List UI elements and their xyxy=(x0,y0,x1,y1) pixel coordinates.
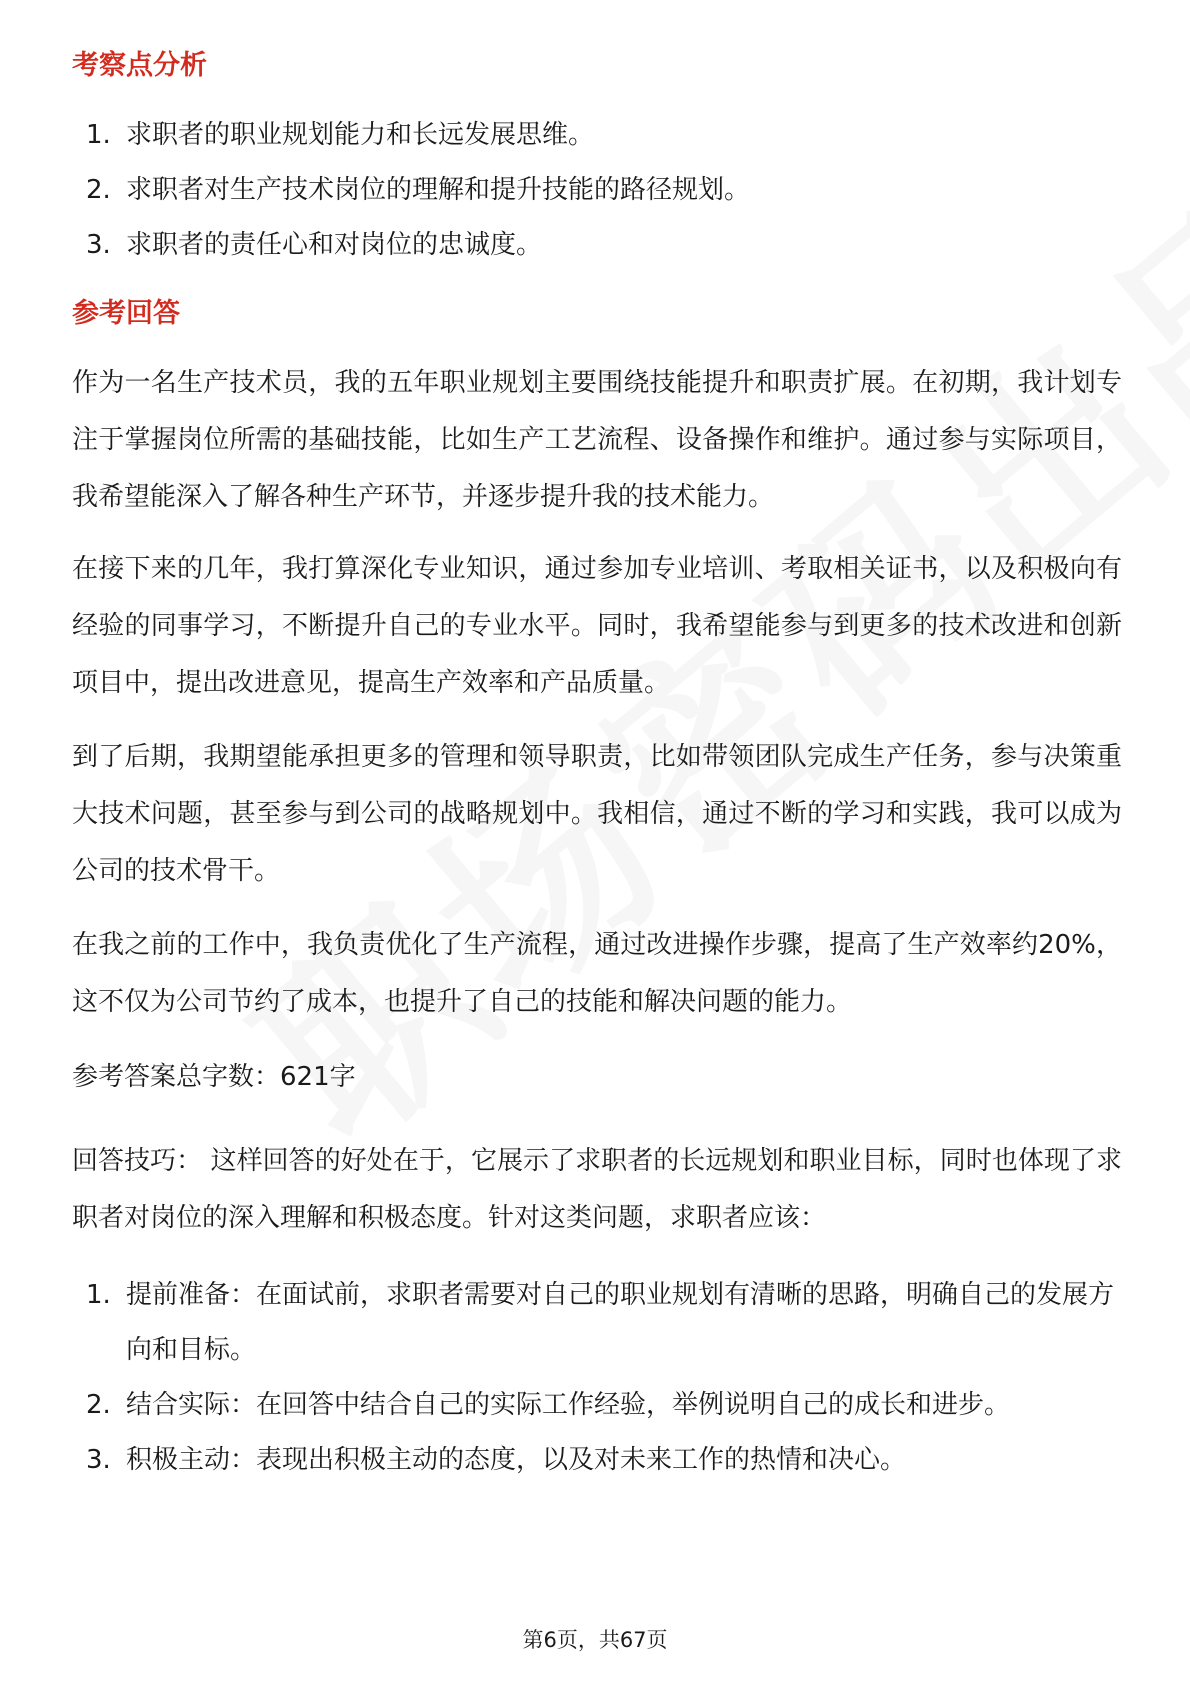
tips-intro: 回答技巧： 这样回答的好处在于，它展示了求职者的长远规划和职业目标，同时也体现了求职者对岗位的深入理解和积极态度。针对这类问题，求职者应该： xyxy=(72,1146,1122,1233)
word-count: 参考答案总字数：621字 xyxy=(72,1062,356,1092)
analysis-list xyxy=(72,108,1122,273)
heading-analysis: 考察点分析 xyxy=(72,50,207,81)
answer-paragraph-4: 在我之前的工作中，我负责优化了生产流程，通过改进操作步骤，提高了生产效率约20%，这不仅为公司节约了成本，也提升了自己的技能和解决问题的能力。 xyxy=(72,930,1122,1017)
answer-paragraph-2: 在接下来的几年，我打算深化专业知识，通过参加专业培训、考取相关证书，以及积极向有经验的同事学习，不断提升自己的专业水平。同时，我希望能参与到更多的技术改进和创新项目中，提出改进意见，提高生产效率和产品质量。 xyxy=(72,554,1122,698)
answer-paragraph-1: 作为一名生产技术员，我的五年职业规划主要围绕技能提升和职责扩展。在初期，我计划专注于掌握岗位所需的基础技能，比如生产工艺流程、设备操作和维护。通过参与实际项目，我希望能深入了解各种生产环节，并逐步提升我的技术能力。 xyxy=(72,368,1122,512)
tips-list xyxy=(72,1268,1122,1488)
list-item: 1. 提前准备：在面试前，求职者需要对自己的职业规划有清晰的思路，明确自己的发展方向和目标。 xyxy=(86,1280,1115,1365)
heading-reference-answer: 参考回答 xyxy=(72,298,180,329)
answer-paragraph-3: 到了后期，我期望能承担更多的管理和领导职责，比如带领团队完成生产任务，参与决策重大技术问题，甚至参与到公司的战略规划中。我相信，通过不断的学习和实践，我可以成为公司的技术骨干。 xyxy=(72,742,1122,886)
list-item: 2. 结合实际：在回答中结合自己的实际工作经验，举例说明自己的成长和进步。 xyxy=(86,1390,1011,1420)
list-item: 3. 积极主动：表现出积极主动的态度，以及对未来工作的热情和决心。 xyxy=(86,1445,907,1475)
page-number: 第6页，共67页 xyxy=(522,1628,668,1652)
list-item: 1. 求职者的职业规划能力和长远发展思维。 xyxy=(86,120,595,150)
list-item: 3. 求职者的责任心和对岗位的忠诚度。 xyxy=(86,230,543,260)
list-item: 2. 求职者对生产技术岗位的理解和提升技能的路径规划。 xyxy=(86,175,751,205)
